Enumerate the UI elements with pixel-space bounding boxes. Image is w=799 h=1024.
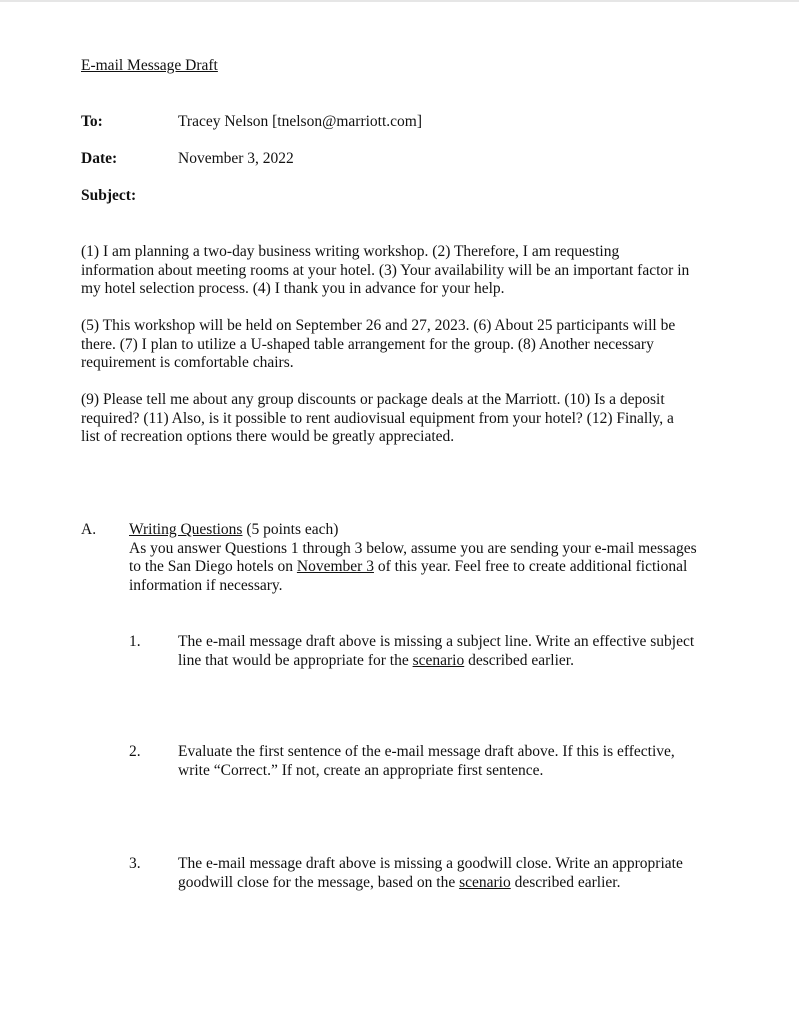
intro-date-underlined: November 3 — [296, 558, 374, 575]
question-line: The e-mail message draft above is missing a goodwill close. Write an appropriate — [178, 855, 683, 872]
paragraph-line: (9) Please tell me about any group discounts or package deals at the Marriott. (10) Is a deposit — [81, 391, 665, 408]
question-line: The e-mail message draft above is missing a subject line. Write an effective subject — [178, 633, 695, 650]
question-3-number: 3. — [129, 855, 141, 872]
question-2 — [178, 743, 748, 780]
paragraph-line: list of recreation options there would be greatly appreciated. — [81, 428, 455, 445]
question-1 — [178, 633, 748, 670]
page-top-border — [0, 0, 799, 2]
section-a — [129, 521, 739, 595]
question-3 — [178, 855, 748, 892]
paragraph-line: there. (7) I plan to utilize a U-shaped table arrangement for the group. (8) Another necessary — [81, 335, 654, 353]
question-line — [178, 652, 748, 671]
section-letter: A. — [81, 521, 97, 538]
paragraph-line: requirement is comfortable chairs. — [81, 354, 294, 371]
paragraph-line: my hotel selection process. (4) I thank you in advance for your help. — [81, 280, 505, 297]
question-line — [178, 874, 748, 893]
section-heading: Writing Questions — [129, 521, 243, 538]
section-intro-line: information if necessary. — [129, 576, 283, 594]
question-text: line that would be appropriate for the — [178, 651, 413, 669]
paragraph-line: (1) I am planning a two-day business writing workshop. (2) Therefore, I am requesting — [81, 243, 620, 260]
section-heading-line — [129, 521, 739, 540]
paragraph-1 — [81, 243, 731, 299]
subject-label: Subject: — [81, 187, 137, 204]
section-intro-line — [129, 558, 739, 577]
question-text: described earlier. — [464, 651, 574, 669]
intro-text: to the San Diego hotels on — [129, 558, 297, 575]
paragraph-3 — [81, 391, 731, 447]
question-2-number: 2. — [129, 743, 141, 760]
date-label: Date: — [81, 150, 118, 167]
paragraph-line: (5) This workshop will be held on September 26 and 27, 2023. (6) About 25 participants will be — [81, 317, 676, 334]
paragraph-line: information about meeting rooms at your hotel. (3) Your availability will be an important factor in — [81, 261, 690, 279]
to-value: Tracey Nelson [tnelson@marriott.com] — [178, 113, 422, 130]
section-heading-suffix: (5 points each) — [242, 521, 339, 538]
document-title: E-mail Message Draft — [81, 57, 218, 74]
scenario-underlined: scenario — [412, 651, 465, 669]
question-line: write “Correct.” If not, create an appropriate first sentence. — [178, 761, 544, 779]
section-intro-line: As you answer Questions 1 through 3 below, assume you are sending your e-mail messages — [129, 539, 697, 557]
paragraph-line: required? (11) Also, is it possible to rent audiovisual equipment from your hotel? (12) Finally, a — [81, 409, 674, 427]
scenario-underlined: scenario — [459, 873, 511, 891]
question-text: goodwill close for the message, based on the — [178, 873, 460, 891]
question-line: Evaluate the first sentence of the e-mail message draft above. If this is effective, — [178, 743, 675, 760]
question-1-number: 1. — [129, 633, 141, 650]
paragraph-2 — [81, 317, 731, 373]
question-text: described earlier. — [510, 873, 621, 891]
intro-text: of this year. Feel free to create additional fictional — [373, 558, 688, 575]
to-label: To: — [81, 113, 103, 130]
date-value: November 3, 2022 — [178, 150, 294, 167]
